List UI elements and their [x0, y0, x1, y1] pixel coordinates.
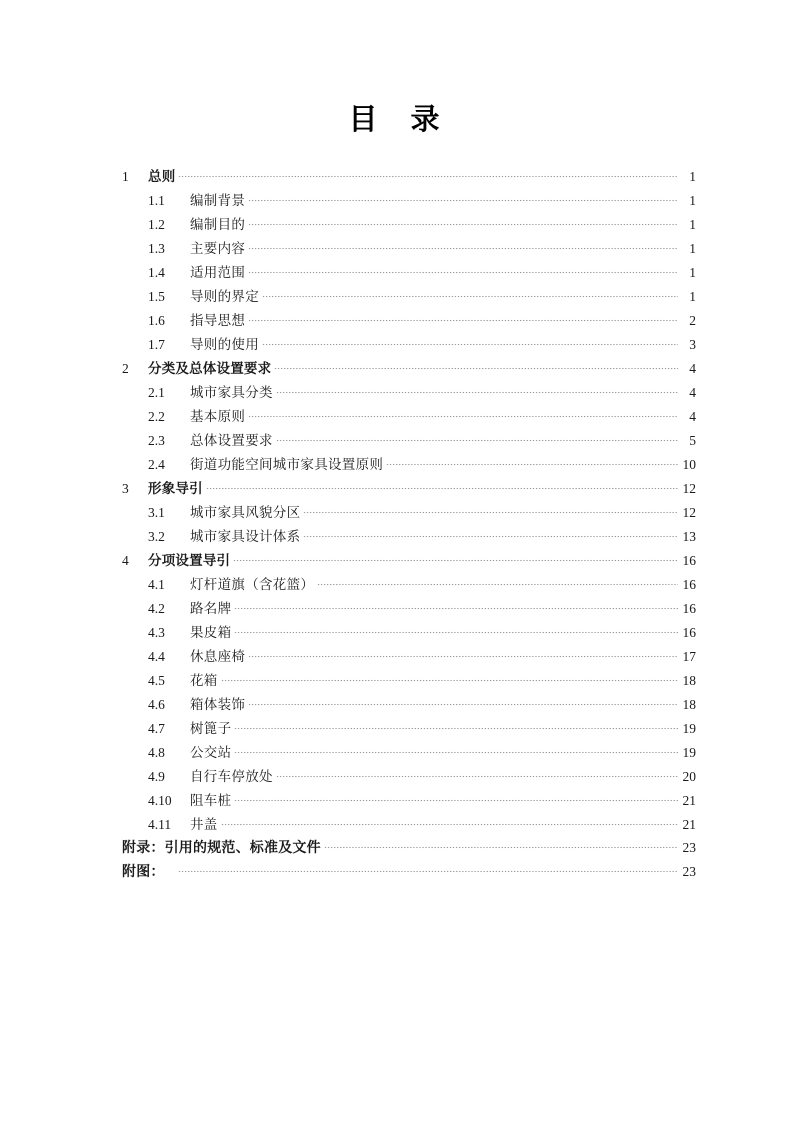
toc-entry-number: 4.7	[148, 720, 165, 736]
toc-entry[interactable]	[122, 381, 696, 405]
toc-entry-page-number: 1	[689, 192, 696, 208]
toc-entry-page-number: 1	[689, 240, 696, 256]
toc-entry-number: 4	[122, 552, 129, 568]
toc-entry-page-number: 4	[689, 360, 696, 376]
toc-entry-page-number: 16	[682, 552, 696, 568]
toc-dot-leader	[221, 815, 678, 829]
toc-entry-label: 自行车停放处	[190, 768, 273, 784]
toc-appendix-page-number: 23	[682, 863, 696, 879]
toc-entry[interactable]	[122, 621, 696, 645]
toc-entry-label: 指导思想	[190, 312, 246, 328]
toc-entry[interactable]	[122, 549, 696, 573]
toc-entry-page-number: 10	[682, 456, 696, 472]
toc-entry[interactable]	[122, 333, 696, 357]
toc-entry[interactable]	[122, 525, 696, 549]
toc-entry[interactable]	[122, 165, 696, 189]
toc-entry[interactable]	[122, 597, 696, 621]
toc-entry[interactable]	[122, 813, 696, 837]
toc-entry-label: 城市家具设计体系	[190, 528, 301, 544]
toc-dot-leader	[303, 527, 678, 541]
toc-entry-label: 果皮箱	[190, 624, 232, 640]
toc-entry-number: 4.4	[148, 648, 165, 664]
toc-entry-page-number: 12	[682, 480, 696, 496]
toc-entry[interactable]	[122, 189, 696, 213]
toc-entry-page-number: 2	[689, 312, 696, 328]
toc-dot-leader	[234, 623, 678, 637]
toc-entry-number: 1.7	[148, 336, 165, 352]
toc-entry-label: 灯杆道旗（含花篮）	[190, 576, 315, 592]
toc-entry-number: 4.8	[148, 744, 165, 760]
toc-entry-label: 编制目的	[190, 216, 246, 232]
toc-entry[interactable]	[122, 789, 696, 813]
toc-entry-label: 井盖	[190, 816, 218, 832]
toc-entry-page-number: 20	[682, 768, 696, 784]
toc-dot-leader	[248, 263, 678, 277]
toc-dot-leader	[248, 647, 678, 661]
toc-dot-leader	[317, 575, 678, 589]
toc-dot-leader	[262, 287, 678, 301]
toc-entry-number: 3.1	[148, 504, 165, 520]
toc-entry-label: 编制背景	[190, 192, 246, 208]
toc-dot-leader	[248, 695, 678, 709]
toc-entry-page-number: 19	[682, 744, 696, 760]
toc-entry-page-number: 12	[682, 504, 696, 520]
toc-entry-number: 2.1	[148, 384, 165, 400]
toc-entry-label: 箱体装饰	[190, 696, 246, 712]
toc-entry[interactable]	[122, 309, 696, 333]
toc-dot-leader	[248, 407, 678, 421]
toc-entry-label: 形象导引	[148, 480, 203, 496]
toc-dot-leader	[262, 335, 678, 349]
toc-entry-page-number: 4	[689, 384, 696, 400]
toc-entry-label: 总则	[148, 168, 176, 184]
toc-entry-number: 1.3	[148, 240, 165, 256]
toc-dot-leader	[248, 239, 678, 253]
toc-entry-page-number: 18	[682, 672, 696, 688]
toc-entry-label: 城市家具风貌分区	[190, 504, 301, 520]
toc-entry[interactable]	[122, 765, 696, 789]
toc-entry-label: 分类及总体设置要求	[148, 360, 272, 376]
toc-dot-leader	[178, 167, 678, 181]
toc-entry-label: 路名牌	[190, 600, 232, 616]
toc-entry-label: 花箱	[190, 672, 218, 688]
toc-entry[interactable]	[122, 261, 696, 285]
toc-dot-leader	[248, 191, 678, 205]
toc-entry-number: 3	[122, 480, 129, 496]
toc-appendix-label: 附图：	[122, 862, 165, 879]
toc-entry[interactable]	[122, 453, 696, 477]
toc-entry[interactable]	[122, 693, 696, 717]
toc-entry-number: 4.6	[148, 696, 165, 712]
toc-entry-number: 2.4	[148, 456, 165, 472]
toc-entry[interactable]	[122, 285, 696, 309]
toc-entry-page-number: 1	[689, 264, 696, 280]
toc-entry-label: 基本原则	[190, 408, 246, 424]
toc-entry-page-number: 21	[682, 816, 696, 832]
toc-entry-page-number: 18	[682, 696, 696, 712]
toc-entry-number: 1	[122, 168, 129, 184]
toc-entry-page-number: 19	[682, 720, 696, 736]
toc-entry-label: 城市家具分类	[190, 384, 273, 400]
toc-entry-number: 2	[122, 360, 129, 376]
toc-entry-label: 导则的界定	[190, 288, 259, 304]
toc-entry-label: 街道功能空间城市家具设置原则	[190, 456, 384, 472]
toc-dot-leader	[248, 215, 678, 229]
toc-entry[interactable]	[122, 645, 696, 669]
toc-entry-page-number: 17	[682, 648, 696, 664]
toc-appendix-entry[interactable]	[122, 837, 696, 861]
toc-dot-leader	[276, 767, 678, 781]
toc-entry-label: 总体设置要求	[190, 432, 273, 448]
toc-entry[interactable]	[122, 477, 696, 501]
toc-entry-number: 4.1	[148, 576, 165, 592]
toc-entry[interactable]	[122, 213, 696, 237]
toc-entry-label: 分项设置导引	[148, 552, 231, 568]
toc-dot-leader	[248, 311, 678, 325]
toc-entry[interactable]	[122, 357, 696, 381]
toc-entry[interactable]	[122, 501, 696, 525]
toc-entry-page-number: 1	[689, 216, 696, 232]
table-of-contents	[0, 165, 800, 885]
toc-dot-leader	[324, 838, 678, 852]
toc-dot-leader	[276, 383, 678, 397]
toc-entry-number: 4.3	[148, 624, 165, 640]
toc-entry-number: 1.1	[148, 192, 165, 208]
toc-entry-page-number: 21	[682, 792, 696, 808]
toc-entry[interactable]	[122, 429, 696, 453]
toc-appendix-entry[interactable]	[122, 861, 696, 885]
toc-entry-page-number: 1	[689, 288, 696, 304]
toc-dot-leader	[234, 791, 678, 805]
toc-entry-page-number: 13	[682, 528, 696, 544]
toc-dot-leader	[178, 862, 678, 876]
toc-entry[interactable]	[122, 669, 696, 693]
toc-entry-number: 4.10	[148, 792, 172, 808]
toc-entry-page-number: 4	[689, 408, 696, 424]
toc-dot-leader	[303, 503, 678, 517]
toc-entry-label: 休息座椅	[190, 648, 246, 664]
toc-appendix-label: 附录：引用的规范、标准及文件	[122, 838, 321, 855]
toc-entry[interactable]	[122, 573, 696, 597]
toc-entry-label: 树篦子	[190, 720, 232, 736]
toc-dot-leader	[234, 599, 678, 613]
toc-dot-leader	[276, 431, 678, 445]
toc-entry-page-number: 3	[689, 336, 696, 352]
toc-entry-label: 阻车桩	[190, 792, 232, 808]
toc-entry-number: 3.2	[148, 528, 165, 544]
toc-entry-page-number: 5	[689, 432, 696, 448]
toc-entry-label: 公交站	[190, 744, 232, 760]
toc-entry[interactable]	[122, 237, 696, 261]
toc-appendix-page-number: 23	[682, 839, 696, 855]
toc-entry-number: 2.3	[148, 432, 165, 448]
toc-entry-page-number: 1	[689, 168, 696, 184]
toc-entry-number: 1.5	[148, 288, 165, 304]
toc-entry-label: 主要内容	[190, 240, 246, 256]
toc-entry-page-number: 16	[682, 600, 696, 616]
toc-dot-leader	[206, 479, 678, 493]
toc-dot-leader	[234, 743, 678, 757]
toc-entry-label: 适用范围	[190, 264, 246, 280]
toc-dot-leader	[221, 671, 678, 685]
toc-dot-leader	[386, 455, 678, 469]
toc-entry-number: 4.9	[148, 768, 165, 784]
toc-entry-number: 1.6	[148, 312, 165, 328]
toc-entry-page-number: 16	[682, 624, 696, 640]
toc-dot-leader	[234, 719, 678, 733]
toc-entry[interactable]	[122, 717, 696, 741]
toc-entry-number: 2.2	[148, 408, 165, 424]
toc-entry-number: 4.2	[148, 600, 165, 616]
toc-entry-label: 导则的使用	[190, 336, 259, 352]
toc-entry-number: 1.4	[148, 264, 165, 280]
page-title: 目 录	[348, 104, 442, 136]
toc-entry[interactable]	[122, 405, 696, 429]
toc-entry-number: 4.11	[148, 816, 172, 832]
toc-entry[interactable]	[122, 741, 696, 765]
toc-dot-leader	[233, 551, 678, 565]
toc-entry-page-number: 16	[682, 576, 696, 592]
toc-entry-number: 4.5	[148, 672, 165, 688]
toc-dot-leader	[274, 359, 678, 373]
toc-entry-number: 1.2	[148, 216, 165, 232]
